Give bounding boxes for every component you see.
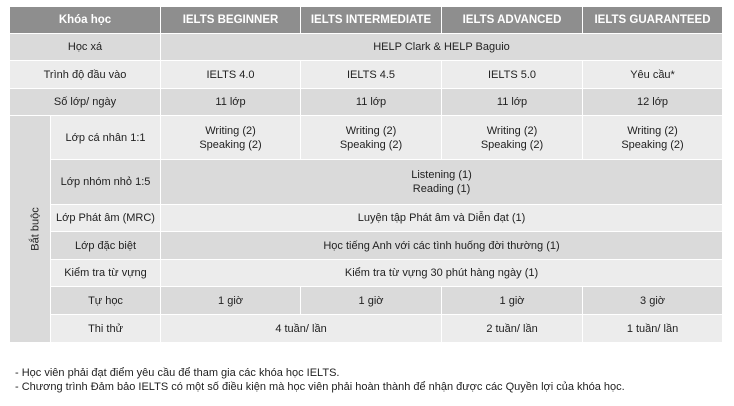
classes-per-day-guaranteed: 12 lớp — [583, 89, 723, 116]
mock-test-guaranteed: 1 tuần/ lần — [583, 315, 723, 343]
row-entry-level — [10, 61, 723, 89]
campus-label: Học xá — [10, 34, 161, 61]
one-on-one-advanced — [442, 116, 583, 160]
one-on-one-guaranteed-writing: Writing (2) — [627, 124, 678, 137]
vocab-label: Kiểm tra từ vựng — [51, 260, 161, 287]
entry-level-beginner: IELTS 4.0 — [161, 61, 301, 89]
row-group-class — [10, 160, 723, 205]
row-one-on-one — [10, 116, 723, 160]
header-ielts-beginner: IELTS BEGINNER — [161, 7, 301, 34]
header-ielts-advanced: IELTS ADVANCED — [442, 7, 583, 34]
one-on-one-guaranteed-speaking: Speaking (2) — [621, 138, 684, 151]
entry-level-advanced: IELTS 5.0 — [442, 61, 583, 89]
one-on-one-beginner-writing: Writing (2) — [205, 124, 256, 137]
row-vocab-test — [10, 260, 723, 287]
mandatory-label-cell — [10, 116, 51, 343]
entry-level-intermediate: IELTS 4.5 — [301, 61, 442, 89]
one-on-one-beginner-speaking: Speaking (2) — [199, 138, 262, 151]
special-label: Lớp đặc biệt — [51, 232, 161, 260]
classes-per-day-label: Số lớp/ ngày — [10, 89, 161, 116]
one-on-one-advanced-writing: Writing (2) — [486, 124, 538, 137]
mandatory-label: Bắt buộc — [29, 207, 42, 251]
footnote-2: - Chương trình Đảm bảo IELTS có một số điều kiện mà học viên phải hoàn thành để nhận được các Quyền lợi của khóa học. — [15, 381, 625, 393]
self-study-advanced: 1 giờ — [442, 287, 583, 315]
one-on-one-intermediate — [301, 116, 442, 160]
mock-test-beginner-intermediate: 4 tuần/ lần — [161, 315, 442, 343]
pronunciation-value: Luyện tập Phát âm và Diễn đạt (1) — [161, 205, 723, 232]
entry-level-guaranteed: Yêu cầu* — [583, 61, 723, 89]
row-campus — [10, 34, 723, 61]
one-on-one-intermediate-writing: Writing (2) — [345, 124, 397, 137]
one-on-one-advanced-speaking: Speaking (2) — [480, 138, 544, 151]
self-study-beginner: 1 giờ — [161, 287, 301, 315]
mock-test-label: Thi thử — [51, 315, 161, 343]
ielts-course-table — [9, 6, 723, 343]
row-mock-test — [10, 315, 723, 343]
mock-test-advanced: 2 tuần/ lần — [442, 315, 583, 343]
footnote-1: - Học viên phải đạt điểm yêu cầu để tham gia các khóa học IELTS. — [15, 367, 340, 379]
group-listening: Listening (1) — [411, 169, 472, 181]
entry-level-label: Trình độ đầu vào — [10, 61, 161, 89]
one-on-one-beginner — [161, 116, 301, 160]
row-classes-per-day — [10, 89, 723, 116]
classes-per-day-intermediate: 11 lớp — [301, 89, 442, 116]
classes-per-day-advanced: 11 lớp — [442, 89, 583, 116]
footnotes — [15, 366, 625, 394]
one-on-one-intermediate-speaking: Speaking (2) — [339, 138, 403, 151]
header-ielts-intermediate: IELTS INTERMEDIATE — [301, 7, 442, 34]
header-course: Khóa học — [10, 7, 161, 34]
header-ielts-guaranteed: IELTS GUARANTEED — [583, 7, 723, 34]
row-pronunciation — [10, 205, 723, 232]
row-special-class — [10, 232, 723, 260]
group-reading: Reading (1) — [412, 183, 471, 195]
group-label: Lớp nhóm nhỏ 1:5 — [51, 160, 161, 205]
self-study-guaranteed: 3 giờ — [583, 287, 723, 315]
self-study-label: Tự học — [51, 287, 161, 315]
special-value: Học tiếng Anh với các tình huống đời thường (1) — [161, 232, 723, 260]
group-value — [161, 160, 723, 205]
one-on-one-guaranteed — [583, 116, 723, 160]
vocab-value: Kiểm tra từ vựng 30 phút hàng ngày (1) — [161, 260, 723, 287]
row-self-study — [10, 287, 723, 315]
pronunciation-label: Lớp Phát âm (MRC) — [51, 205, 161, 232]
campus-value: HELP Clark & HELP Baguio — [161, 34, 723, 61]
classes-per-day-beginner: 11 lớp — [161, 89, 301, 116]
self-study-intermediate: 1 giờ — [301, 287, 442, 315]
one-on-one-label: Lớp cá nhân 1:1 — [51, 116, 161, 160]
